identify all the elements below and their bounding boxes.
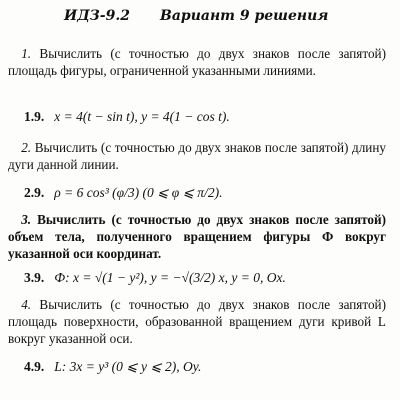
task-2-formula (24, 184, 384, 202)
task-4-formula-label: 4.9. (24, 359, 45, 374)
task-1-formula (24, 108, 384, 126)
task-4-number: 4. (21, 297, 32, 312)
task-2-formula-label: 2.9. (24, 185, 45, 200)
task-1-number: 1. (21, 46, 32, 61)
task-4-formula-expression: L: 3x = y³ (0 ⩽ y ⩽ 2), Oy. (54, 359, 202, 374)
task-3-formula-expression: Ф: x = √(1 − y²), y = −√(3/2) x, y = 0, Ox. (54, 270, 286, 285)
task-1-formula-expression: x = 4(t − sin t), y = 4(1 − cos t). (54, 109, 230, 124)
task-3-formula-label: 3.9. (24, 270, 45, 285)
task-1-formula-label: 1.9. (24, 109, 45, 124)
task-1-statement (8, 45, 386, 79)
task-1-text: Вычислить (с точностью до двух знаков после запятой) площадь фигуры, ограниченной указанными линиями. (8, 46, 387, 78)
task-2-number: 2. (21, 140, 32, 155)
task-3-formula (24, 269, 384, 287)
task-3-statement (8, 211, 386, 262)
task-4-formula (24, 358, 384, 376)
task-3-number: 3. (21, 212, 32, 227)
task-2-formula-expression: ρ = 6 cos³ (φ/3) (0 ⩽ φ ⩽ π/2). (54, 185, 223, 200)
task-2-statement (8, 139, 386, 173)
task-2-text: Вычислить (с точностью до двух знаков после запятой) длину дуги данной линии. (8, 140, 387, 172)
task-3-text: Вычислить (с точностью до двух знаков после запятой) объем тела, полученного вращением фигуры Ф вокруг указанной оси координат. (8, 212, 386, 261)
variant-title: Вариант 9 решения (160, 8, 329, 24)
assignment-code: ИДЗ-9.2 (64, 8, 130, 24)
document-header (0, 4, 400, 26)
task-4-text: Вычислить (с точностью до двух знаков после запятой) площадь поверхности, образованной вращением дуги кривой L вокруг указанной оси. (8, 297, 387, 346)
task-4-statement (8, 296, 386, 347)
